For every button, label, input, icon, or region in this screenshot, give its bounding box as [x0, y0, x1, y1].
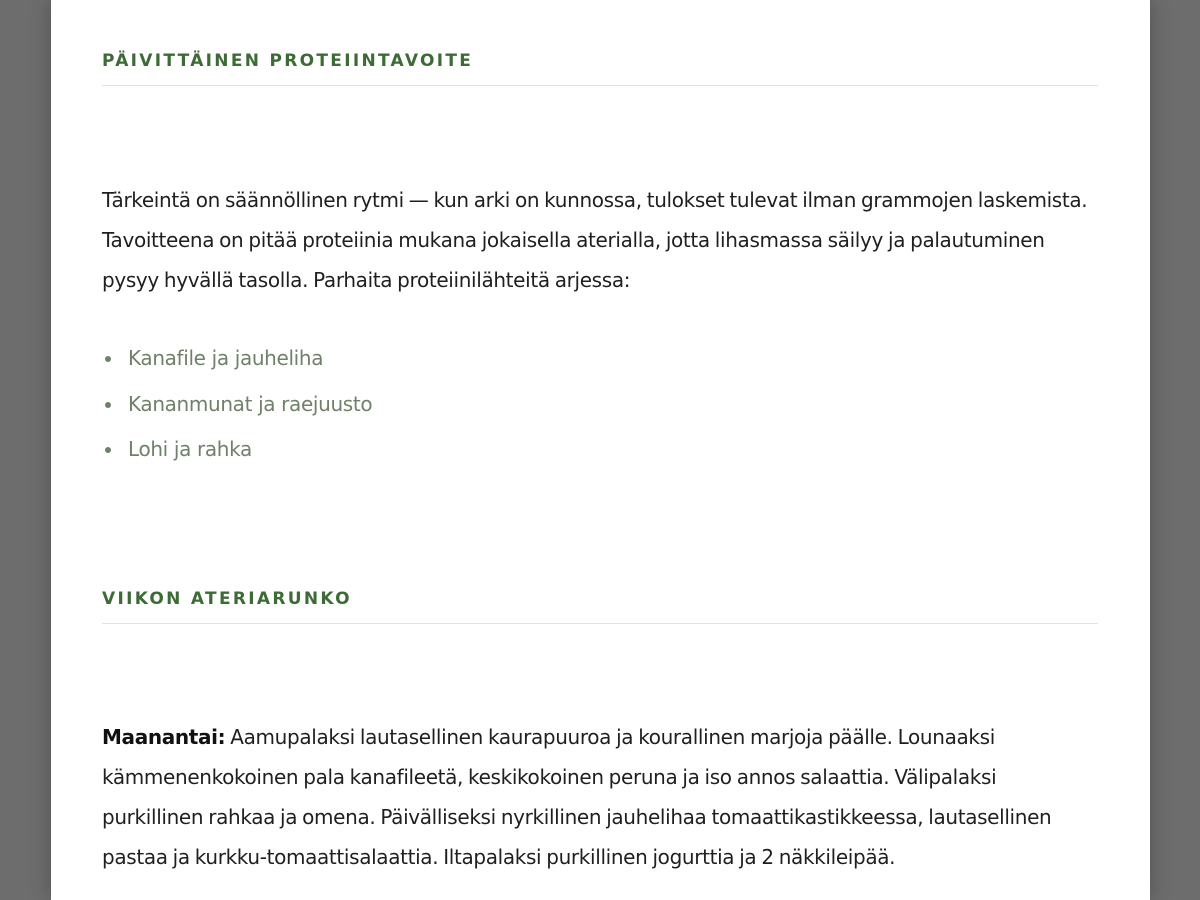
- section-heading-week: VIIKON ATERIARUNKO: [102, 589, 352, 609]
- day-label: Maanantai:: [102, 725, 226, 749]
- section-divider-protein: [102, 85, 1098, 86]
- list-item-label: Kananmunat ja raejuusto: [128, 391, 373, 416]
- protein-paragraph: Tärkeintä on säännöllinen rytmi — kun arki on kunnossa, tulokset tulevat ilman grammojen laskemista. Tavoitteena on pitää proteiinia mukana jokaisella aterialla, jotta lihasmassa säilyy ja palautuminen pysyy hyvällä tasolla. Parhaita proteiinilähteitä arjessa:: [102, 188, 1088, 292]
- list-item-label: Kanafile ja jauheliha: [128, 346, 324, 370]
- list-item: [102, 427, 372, 473]
- bullet-icon: [105, 356, 111, 362]
- backdrop-right: [1150, 0, 1200, 900]
- day-text: Aamupalaksi lautasellinen kaurapuuroa ja kourallinen marjoja päälle. Lounaaksi kämmenenkokoinen pala kanafileetä, keskikokoinen peruna ja iso annos salaattia. Välipalaksi purkillinen rahkaa ja omena. Päivälliseksi nyrkillinen jauhelihaa tomaattikastikkeessa, lautasellinen pastaa ja kurkku-tomaattisalaattia. Iltapalaksi purkillinen jogurttia ja 2 näkkileipää.: [102, 725, 1052, 869]
- list-item: [102, 382, 372, 428]
- bullet-icon: [105, 402, 111, 408]
- bullet-icon: [105, 447, 111, 453]
- section-heading-protein: PÄIVITTÄINEN PROTEIINTAVOITE: [102, 51, 474, 71]
- article-modal: [51, 0, 1150, 900]
- list-item-label: Lohi ja rahka: [128, 437, 252, 461]
- section-divider-week: [102, 623, 1098, 624]
- monday-paragraph: [102, 717, 1098, 877]
- backdrop-left: [0, 0, 51, 900]
- list-item: [102, 336, 372, 382]
- protein-source-list: [102, 336, 372, 473]
